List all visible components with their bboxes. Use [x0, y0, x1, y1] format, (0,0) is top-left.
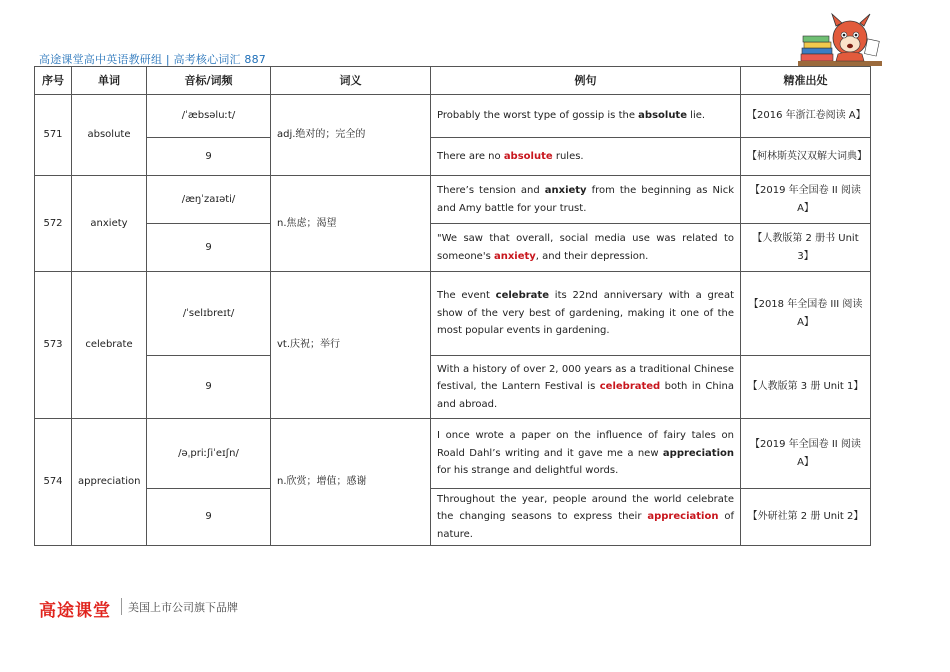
example-text: , and their depression.: [535, 250, 649, 262]
example-text: The event: [437, 290, 496, 302]
entry-number: 572: [35, 176, 72, 272]
brand-tagline: 美国上市公司旗下品牌: [128, 601, 238, 614]
column-header: 单词: [72, 67, 147, 95]
entry-phonetic: /əˌpriːʃiˈeɪʃn/: [147, 419, 271, 489]
example-text: of nature.: [437, 511, 734, 540]
example-source: 【2019 年全国卷 II 阅读 A】: [741, 419, 871, 489]
brand-logo: 高途课堂: [39, 601, 111, 621]
example-keyword: celebrate: [495, 290, 549, 302]
table-row: [35, 224, 871, 272]
example-keyword: appreciation: [662, 447, 734, 459]
entry-frequency: 9: [147, 489, 271, 546]
example-sentence: [431, 138, 741, 176]
example-text: its 22nd anniversary with a great show of the very best of gardening, making it one of the most popular events in gardening.: [437, 290, 734, 337]
entry-word: anxiety: [72, 176, 147, 272]
example-text: rules.: [552, 150, 584, 162]
entry-word: absolute: [72, 95, 147, 176]
table-row: [35, 419, 871, 489]
table-row: [35, 95, 871, 138]
example-keyword: celebrated: [599, 381, 661, 393]
example-keyword: absolute: [638, 110, 687, 122]
example-text: lie.: [687, 110, 706, 122]
example-source: 【外研社第 2 册 Unit 2】: [741, 489, 871, 546]
example-source: 【2018 年全国卷 III 阅读 A】: [741, 272, 871, 356]
entry-phonetic: /æŋˈzaɪəti/: [147, 176, 271, 224]
entry-meaning: n.欣赏；增值；感谢: [271, 419, 431, 546]
example-source: 【人教版第 3 册 Unit 1】: [741, 356, 871, 419]
entry-frequency: 9: [147, 356, 271, 419]
entry-number: 574: [35, 419, 72, 546]
entry-phonetic: /ˈselɪbreɪt/: [147, 272, 271, 356]
entry-meaning: adj.绝对的；完全的: [271, 95, 431, 176]
entry-meaning: n.焦虑；渴望: [271, 176, 431, 272]
example-text: for his strange and delightful words.: [437, 465, 619, 477]
example-source: 【人教版第 2 册书 Unit 3】: [741, 224, 871, 272]
example-sentence: [431, 356, 741, 419]
entry-frequency: 9: [147, 224, 271, 272]
example-text: from the beginning as Nick and Amy battle for your trust.: [437, 185, 734, 214]
example-keyword: absolute: [503, 150, 553, 162]
example-text: I once wrote a paper on the influence of fairy tales on Roald Dahl’s writing and it gave me a new: [437, 430, 734, 459]
example-sentence: [431, 224, 741, 272]
entry-frequency: 9: [147, 138, 271, 176]
entry-meaning: vt.庆祝；举行: [271, 272, 431, 419]
example-source: 【柯林斯英汉双解大词典】: [741, 138, 871, 176]
example-sentence: [431, 176, 741, 224]
table-header-row: [35, 67, 871, 95]
column-header: 例句: [431, 67, 741, 95]
example-sentence: [431, 95, 741, 138]
footer-divider: [121, 598, 122, 615]
column-header: 音标/词频: [147, 67, 271, 95]
entry-number: 573: [35, 272, 72, 419]
example-keyword: anxiety: [493, 250, 536, 262]
column-header: 词义: [271, 67, 431, 95]
example-sentence: [431, 272, 741, 356]
example-sentence: [431, 419, 741, 489]
example-text: "We saw that overall, social media use was related to someone's: [437, 233, 734, 262]
example-source: 【2016 年浙江卷阅读 A】: [741, 95, 871, 138]
entry-word: appreciation: [72, 419, 147, 546]
entry-phonetic: /ˈæbsəluːt/: [147, 95, 271, 138]
example-sentence: [431, 489, 741, 546]
example-text: both in China and abroad.: [437, 381, 734, 410]
column-header: 精准出处: [741, 67, 871, 95]
table-row: [35, 356, 871, 419]
example-keyword: appreciation: [647, 511, 719, 523]
example-source: 【2019 年全国卷 II 阅读 A】: [741, 176, 871, 224]
entry-word: celebrate: [72, 272, 147, 419]
page-header-title: 高途课堂高中英语教研组 | 高考核心词汇 887: [39, 53, 266, 66]
vocabulary-table: [34, 66, 871, 546]
example-text: With a history of over 2, 000 years as a traditional Chinese festival, the Lantern Festival is: [437, 363, 734, 393]
table-row: [35, 489, 871, 546]
column-header: 序号: [35, 67, 72, 95]
table-row: [35, 176, 871, 224]
entry-number: 571: [35, 95, 72, 176]
example-text: Probably the worst type of gossip is the: [437, 110, 639, 122]
example-keyword: anxiety: [544, 185, 587, 196]
mascot-books-icon: [798, 10, 882, 70]
example-text: There are no: [437, 150, 504, 162]
table-row: [35, 272, 871, 356]
table-row: [35, 138, 871, 176]
example-text: There’s tension and: [437, 185, 545, 196]
example-text: Throughout the year, people around the world celebrate the changing seasons to express their: [437, 493, 734, 523]
